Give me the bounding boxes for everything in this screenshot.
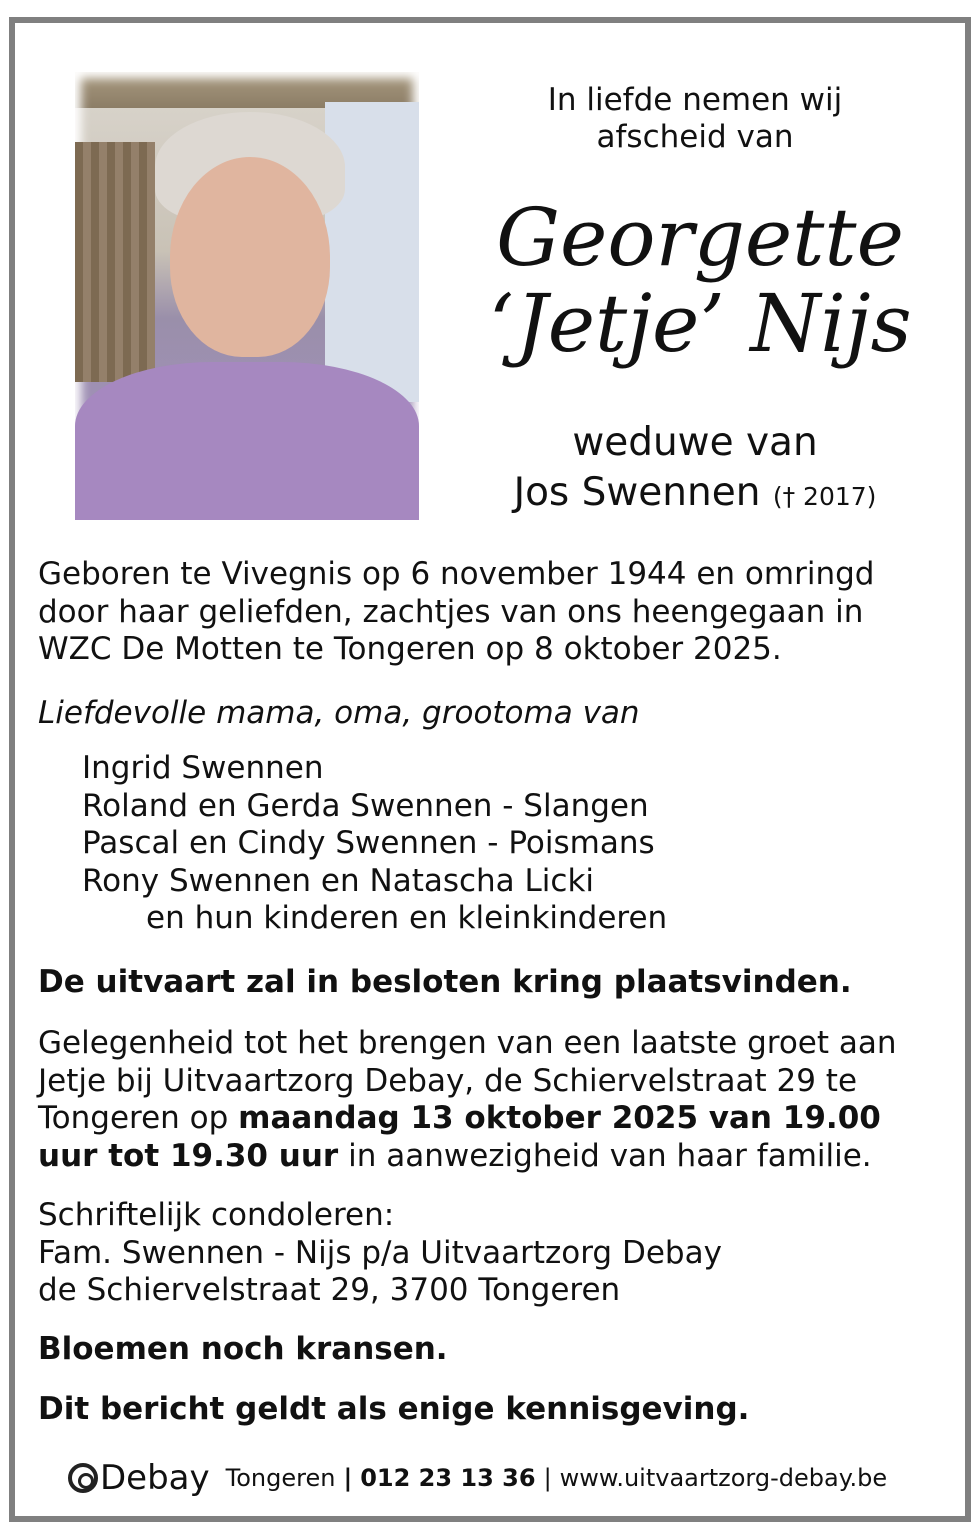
funeral-notice: De uitvaart zal in besloten kring plaatsvinden. — [38, 964, 852, 1000]
footer-website: www.uitvaartzorg-debay.be — [559, 1464, 888, 1492]
logo-text: Debay — [100, 1458, 210, 1498]
text-line: Fam. Swennen - Nijs p/a Uitvaartzorg Debay — [38, 1234, 722, 1271]
deceased-name — [450, 191, 950, 370]
family-member: Roland en Gerda Swennen - Slangen — [82, 787, 649, 824]
text-span: Tongeren op — [38, 1100, 239, 1136]
separator: | — [343, 1464, 353, 1492]
footer — [68, 1458, 887, 1498]
flowers-notice: Bloemen noch kransen. — [38, 1331, 448, 1367]
family-intro: Liefdevolle mama, oma, grootoma van — [38, 695, 640, 731]
text-line: Jetje bij Uitvaartzorg Debay, de Schiervelstraat 29 te — [38, 1062, 858, 1099]
text-line: Gelegenheid tot het brengen van een laatste groet aan — [38, 1025, 897, 1061]
visitation-text — [38, 1025, 938, 1175]
visit-date: maandag 13 oktober 2025 van 19.00 — [238, 1100, 881, 1136]
family-extra: en hun kinderen en kleinkinderen — [146, 900, 668, 936]
photo-face — [170, 157, 330, 357]
photo-curtain — [75, 142, 155, 382]
first-name: Georgette — [496, 191, 904, 284]
intro-line: afscheid van — [596, 119, 794, 155]
family-list — [82, 750, 980, 938]
debay-logo-icon — [68, 1463, 98, 1493]
text-line: Geboren te Vivegnis op 6 november 1944 en omringd — [38, 556, 875, 592]
spouse-death-year: († 2017) — [772, 482, 877, 511]
debay-logo — [68, 1458, 210, 1498]
footer-phone: 012 23 13 36 — [360, 1464, 536, 1492]
widow-of — [450, 418, 940, 522]
birth-death-text — [38, 556, 938, 669]
text-line: Schriftelijk condoleren: — [38, 1197, 395, 1233]
widow-label: weduwe van — [572, 420, 818, 465]
text-line: de Schiervelstraat 29, 3700 Tongeren — [38, 1272, 621, 1308]
intro-line: In liefde nemen wij — [547, 82, 843, 118]
text-line: door haar geliefden, zachtjes van ons heengegaan in — [38, 593, 864, 630]
portrait-photo — [75, 72, 419, 520]
footer-city: Tongeren — [225, 1464, 336, 1492]
family-member: Ingrid Swennen — [82, 750, 324, 786]
spouse-name: Jos Swennen — [513, 470, 761, 515]
family-member: Rony Swennen en Natascha Licki — [82, 862, 595, 899]
intro-text — [470, 82, 920, 156]
family-member: Pascal en Cindy Swennen - Poismans — [82, 825, 655, 861]
condolence-text — [38, 1197, 938, 1310]
photo-body — [75, 362, 419, 520]
visit-time: uur tot 19.30 uur — [38, 1137, 339, 1174]
separator: | — [543, 1464, 552, 1492]
text-span: in aanwezigheid van haar familie. — [338, 1137, 872, 1174]
notice-text: Dit bericht geldt als enige kennisgeving. — [38, 1391, 750, 1427]
text-line: WZC De Motten te Tongeren op 8 oktober 2025. — [38, 631, 782, 667]
nickname-surname: ‘Jetje’ Nijs — [488, 277, 912, 370]
